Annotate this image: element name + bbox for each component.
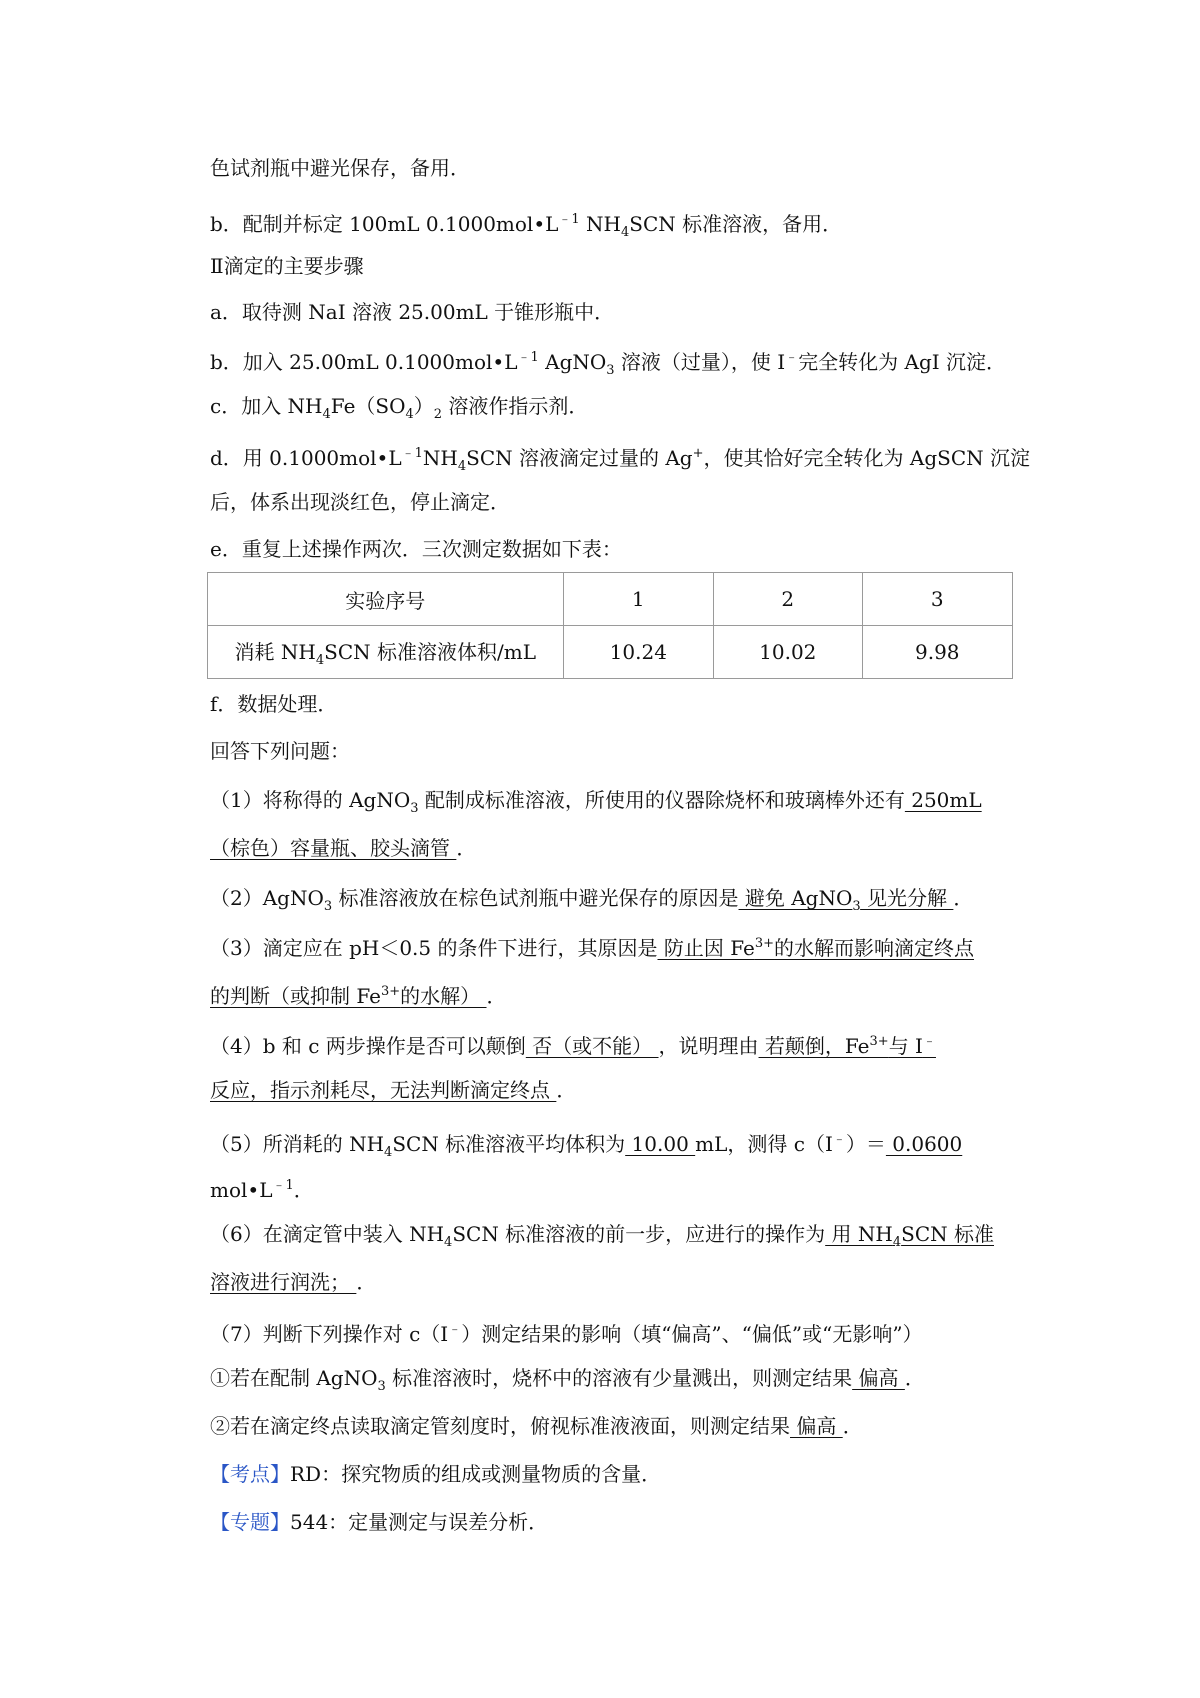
text: （7）判断下列操作对 c（I bbox=[210, 1322, 449, 1346]
question-1 bbox=[210, 786, 1030, 823]
subscript: 3 bbox=[410, 801, 419, 816]
text: 完全转化为 AgI 沉淀． bbox=[798, 350, 1007, 374]
text: 若颠倒，Fe bbox=[758, 1034, 870, 1058]
text: 的水解） bbox=[400, 984, 487, 1008]
text: mol•L bbox=[210, 1178, 273, 1202]
text: SCN 溶液滴定过量的 Ag bbox=[466, 446, 693, 470]
table-header-row bbox=[208, 573, 1013, 626]
superscript: 3+ bbox=[869, 1034, 889, 1049]
text: ． bbox=[486, 984, 507, 1008]
subscript: 3 bbox=[852, 899, 861, 914]
text-line bbox=[210, 737, 1030, 765]
text: e．重复上述操作两次．三次测定数据如下表： bbox=[210, 537, 622, 561]
text: AgNO bbox=[538, 350, 607, 374]
answer-blank bbox=[658, 936, 975, 960]
text-line bbox=[210, 206, 1030, 247]
table-cell: 10.02 bbox=[714, 626, 863, 679]
zhuanti-tag: 【专题】 bbox=[210, 1510, 290, 1534]
text-line bbox=[210, 154, 1030, 182]
subscript: 4 bbox=[457, 459, 467, 474]
answer-blank: 溶液进行润洗； bbox=[210, 1270, 357, 1294]
zhuanti-line bbox=[210, 1508, 1030, 1536]
text: ②若在滴定终点读取滴定管刻度时，俯视标准液液面，则测定结果 bbox=[210, 1414, 790, 1438]
text: SCN 标准溶液平均体积为 bbox=[392, 1132, 626, 1156]
question-6 bbox=[210, 1220, 1030, 1257]
subscript: 4 bbox=[621, 225, 630, 240]
table-header-cell: 2 bbox=[714, 573, 863, 626]
text: 配制成标准溶液，所使用的仪器除烧杯和玻璃棒外还有 bbox=[418, 788, 905, 812]
subscript: 3 bbox=[606, 363, 615, 378]
table-header-cell: 1 bbox=[563, 573, 713, 626]
text: （4）b 和 c 两步操作是否可以颠倒 bbox=[210, 1034, 526, 1058]
answer-blank bbox=[738, 886, 954, 914]
subscript: 4 bbox=[892, 1235, 902, 1250]
text: a．取待测 NaI 溶液 25.00mL 于锥形瓶中． bbox=[210, 300, 615, 324]
superscript: ﹣1 bbox=[272, 1178, 294, 1193]
text-line bbox=[210, 535, 1030, 563]
question-2 bbox=[210, 884, 1030, 921]
subscript: 4 bbox=[322, 407, 331, 422]
superscript: + bbox=[692, 446, 704, 461]
text: ． bbox=[842, 1414, 863, 1438]
kaodian-line bbox=[210, 1460, 1030, 1488]
superscript: ﹣ bbox=[922, 1034, 936, 1049]
subscript: 2 bbox=[433, 407, 443, 422]
text-line bbox=[210, 440, 1030, 481]
text: ）＝ bbox=[845, 1132, 886, 1156]
answer-blank: 250mL bbox=[904, 788, 982, 812]
text: （2）AgNO bbox=[210, 886, 324, 910]
superscript: ﹣1 bbox=[401, 446, 423, 461]
text-line bbox=[210, 298, 1030, 326]
answer-blank bbox=[759, 1034, 936, 1058]
answer-blank: 0.0600 bbox=[885, 1132, 963, 1156]
answer-blank: 反应，指示剂耗尽，无法判断滴定终点 bbox=[210, 1078, 557, 1102]
text: ，使其恰好完全转化为 AgSCN 沉淀 bbox=[703, 446, 1030, 470]
text: RD：探究物质的组成或测量物质的含量． bbox=[290, 1462, 662, 1486]
text: 消耗 NH bbox=[234, 640, 316, 664]
text: （3）滴定应在 pH＜0.5 的条件下进行，其原因是 bbox=[210, 936, 658, 960]
text: c．加入 NH bbox=[210, 394, 323, 418]
text: 防止因 Fe bbox=[657, 936, 755, 960]
answer-blank: 偏高 bbox=[852, 1366, 905, 1390]
text: 避免 AgNO bbox=[738, 886, 853, 910]
table-row bbox=[208, 626, 1013, 679]
text: SCN 标准溶液的前一步，应进行的操作为 bbox=[452, 1222, 826, 1246]
text: 标准溶液放在棕色试剂瓶中避光保存的原因是 bbox=[332, 886, 739, 910]
question-7-item-1 bbox=[210, 1364, 1030, 1401]
question-3 bbox=[210, 930, 1030, 962]
text: d．用 0.1000mol•L bbox=[210, 446, 402, 470]
answer-blank bbox=[210, 984, 487, 1008]
text: 标准溶液时，烧杯中的溶液有少量溅出，则测定结果 bbox=[385, 1366, 853, 1390]
table-header-cell: 3 bbox=[862, 573, 1012, 626]
text: b．配制并标定 100mL 0.1000mol•L bbox=[210, 212, 559, 236]
text: 回答下列问题： bbox=[210, 739, 350, 763]
superscript: ﹣1 bbox=[517, 350, 539, 365]
text: SCN 标准 bbox=[901, 1222, 994, 1246]
text: ，说明理由 bbox=[658, 1034, 759, 1058]
question-5-cont bbox=[210, 1172, 1030, 1204]
text: 溶液（过量），使 I bbox=[614, 350, 786, 374]
answer-blank bbox=[825, 1222, 994, 1250]
answer-blank: 偏高 bbox=[790, 1414, 843, 1438]
text: 544：定量测定与误差分析． bbox=[290, 1510, 549, 1534]
text: ． bbox=[293, 1178, 314, 1202]
question-5 bbox=[210, 1126, 1030, 1167]
subscript: 4 bbox=[315, 653, 325, 668]
text: NH bbox=[422, 446, 458, 470]
subscript: 3 bbox=[323, 899, 333, 914]
text: 用 NH bbox=[825, 1222, 893, 1246]
superscript: 3+ bbox=[380, 984, 401, 999]
question-4 bbox=[210, 1028, 1030, 1060]
table-cell: 10.24 bbox=[563, 626, 713, 679]
text: ①若在配制 AgNO bbox=[210, 1366, 378, 1390]
text: SCN 标准溶液体积/mL bbox=[324, 640, 536, 664]
answer-blank: （棕色）容量瓶、胶头滴管 bbox=[210, 836, 457, 860]
text: Fe（SO bbox=[330, 394, 406, 418]
question-4-cont bbox=[210, 1076, 1030, 1104]
subscript: 4 bbox=[444, 1235, 453, 1250]
text: ） bbox=[413, 394, 434, 418]
text: 与 I bbox=[888, 1034, 923, 1058]
question-7 bbox=[210, 1316, 1030, 1348]
data-table bbox=[207, 572, 1013, 679]
text: ）测定结果的影响（填“偏高”、“偏低”或“无影响”） bbox=[461, 1322, 923, 1346]
text-line bbox=[210, 488, 1030, 516]
text: NH bbox=[579, 212, 621, 236]
text: （1）将称得的 AgNO bbox=[210, 788, 411, 812]
question-3-cont bbox=[210, 978, 1030, 1010]
text: ． bbox=[556, 1078, 577, 1102]
text: mL，测得 c（I bbox=[695, 1132, 833, 1156]
text-line bbox=[210, 344, 1030, 385]
question-7-item-2 bbox=[210, 1412, 1030, 1440]
text: ． bbox=[904, 1366, 925, 1390]
text: f．数据处理． bbox=[210, 692, 338, 716]
text: ． bbox=[456, 836, 477, 860]
kaodian-tag: 【考点】 bbox=[210, 1462, 290, 1486]
text-line bbox=[210, 392, 1030, 429]
superscript: 3+ bbox=[754, 936, 775, 951]
text: b．加入 25.00mL 0.1000mol•L bbox=[210, 350, 518, 374]
superscript: ﹣ bbox=[448, 1322, 462, 1337]
text: 后，体系出现淡红色，停止滴定． bbox=[210, 490, 510, 514]
table-header-cell: 实验序号 bbox=[208, 573, 564, 626]
text: （6）在滴定管中装入 NH bbox=[210, 1222, 445, 1246]
superscript: ﹣ bbox=[785, 350, 799, 365]
table-cell: 9.98 bbox=[862, 626, 1012, 679]
text: 的水解而影响滴定终点 bbox=[774, 936, 975, 960]
text: ． bbox=[356, 1270, 377, 1294]
text: 色试剂瓶中避光保存，备用． bbox=[210, 156, 470, 180]
subscript: 4 bbox=[384, 1145, 393, 1160]
text: ． bbox=[953, 886, 974, 910]
text: SCN 标准溶液，备用． bbox=[629, 212, 843, 236]
subscript: 4 bbox=[405, 407, 414, 422]
superscript: ﹣ bbox=[832, 1132, 846, 1147]
answer-blank: 否（或不能） bbox=[525, 1034, 659, 1058]
question-6-cont bbox=[210, 1268, 1030, 1296]
text: 见光分解 bbox=[860, 886, 954, 910]
text: 的判断（或抑制 Fe bbox=[210, 984, 381, 1008]
table-row-label bbox=[208, 626, 564, 679]
text: （5）所消耗的 NH bbox=[210, 1132, 385, 1156]
text: Ⅱ滴定的主要步骤 bbox=[210, 254, 364, 278]
answer-blank: 10.00 bbox=[625, 1132, 696, 1156]
text: 溶液作指示剂． bbox=[442, 394, 589, 418]
section-heading bbox=[210, 252, 1030, 280]
superscript: ﹣1 bbox=[558, 212, 580, 227]
text-line bbox=[210, 690, 1030, 718]
subscript: 3 bbox=[377, 1379, 386, 1394]
question-1-cont bbox=[210, 834, 1030, 862]
